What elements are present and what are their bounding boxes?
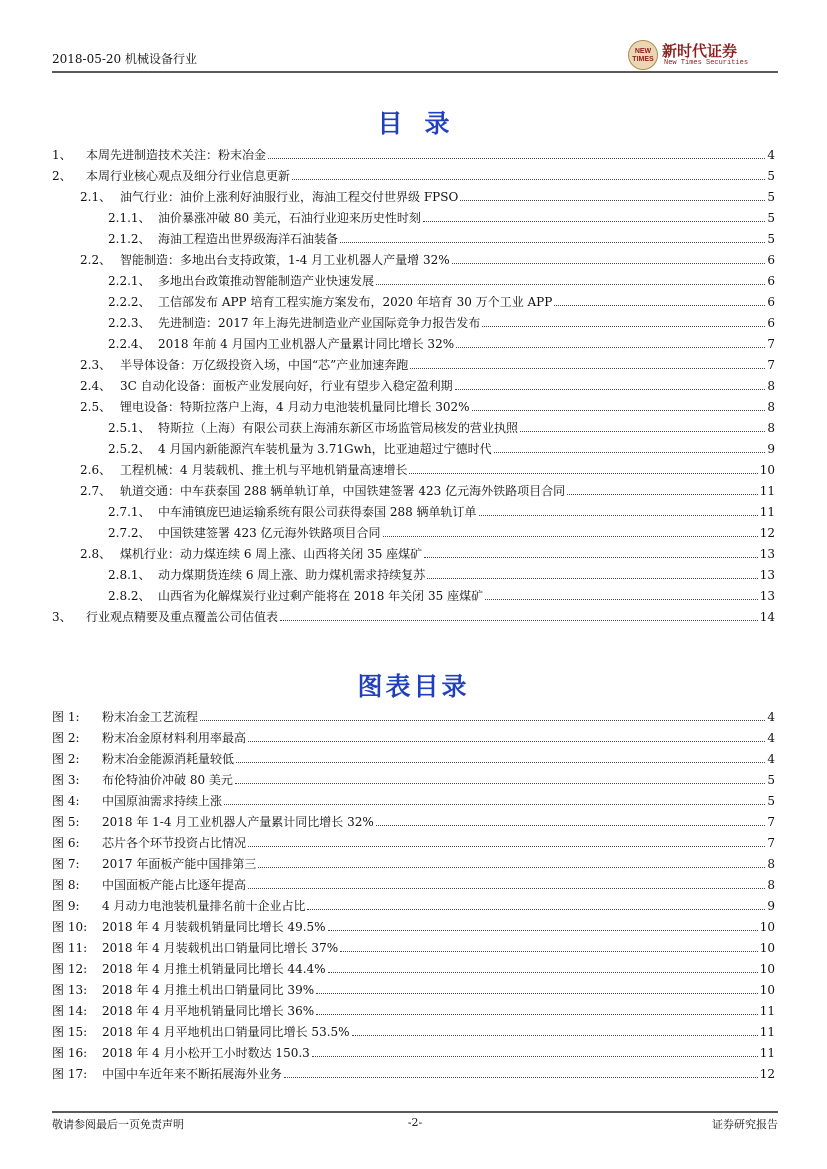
- figure-entry-title: 2018 年 4 月平地机出口销量同比增长 53.5%: [102, 1025, 350, 1039]
- toc-entry-number: 2.7、: [80, 484, 112, 498]
- dot-leader: [258, 867, 765, 868]
- page-number: -2-: [407, 1116, 423, 1129]
- dot-leader: [248, 846, 765, 847]
- toc-entry-title: 多地出台政策推动智能制造产业快速发展: [158, 274, 375, 288]
- logo-seal-icon: NEW TIMES: [628, 40, 658, 70]
- toc-entry[interactable]: [80, 373, 775, 393]
- figure-entry[interactable]: [52, 725, 775, 745]
- toc-entry-page: 12: [759, 526, 775, 540]
- toc-entry-title: 4 月国内新能源汽车装机量为 3.71Gwh，比亚迪超过宁德时代: [158, 442, 492, 456]
- figure-entry-title: 2018 年 4 月平地机销量同比增长 36%: [102, 1004, 315, 1018]
- logo-english-name: New Times Securities: [664, 59, 749, 67]
- figure-entry-number: 图 13:: [52, 983, 88, 997]
- toc-entry[interactable]: [108, 562, 775, 582]
- dot-leader: [479, 515, 758, 516]
- toc-entry[interactable]: [108, 583, 775, 603]
- figure-entry[interactable]: [52, 809, 775, 829]
- toc-entry[interactable]: [108, 205, 775, 225]
- toc-entry-number: 2.8.2、: [108, 589, 151, 603]
- toc-entry-page: 7: [767, 358, 775, 372]
- figure-entry-page: 4: [767, 731, 775, 745]
- figure-entry[interactable]: [52, 914, 775, 934]
- figure-entry[interactable]: [52, 872, 775, 892]
- figure-entry-number: 图 3:: [52, 773, 80, 787]
- dot-leader: [485, 599, 758, 600]
- toc-entry-page: 11: [759, 505, 775, 519]
- toc-entry[interactable]: [108, 268, 775, 288]
- toc-entry[interactable]: [52, 142, 775, 162]
- toc-entry-page: 5: [767, 232, 775, 246]
- disclaimer-notice: 敬请参阅最后一页免责声明: [52, 1118, 184, 1131]
- figure-entry-page: 10: [759, 983, 775, 997]
- dot-leader: [460, 200, 765, 201]
- toc-entry[interactable]: [108, 436, 775, 456]
- toc-entry-title: 轨道交通：中车获泰国 288 辆单轨订单，中国铁建签署 423 亿元海外铁路项目合同: [120, 484, 566, 498]
- dot-leader: [340, 242, 765, 243]
- toc-entry-number: 3、: [52, 610, 72, 624]
- figure-entry-page: 5: [767, 794, 775, 808]
- toc-entry-number: 2.1.2、: [108, 232, 151, 246]
- toc-entry-number: 2.1.1、: [108, 211, 151, 225]
- toc-entry-page: 6: [767, 274, 775, 288]
- figure-entry-page: 9: [767, 899, 775, 913]
- toc-entry[interactable]: [52, 604, 775, 624]
- figure-entry-title: 2018 年 4 月小松开工小时数达 150.3: [102, 1046, 310, 1060]
- toc-entry-number: 2.5、: [80, 400, 112, 414]
- figure-entry-number: 图 8:: [52, 878, 80, 892]
- figure-entry-page: 8: [767, 878, 775, 892]
- figure-entry[interactable]: [52, 767, 775, 787]
- toc-entry-title: 先进制造：2017 年上海先进制造业产业国际竞争力报告发布: [158, 316, 481, 330]
- toc-entry-number: 2.7.1、: [108, 505, 151, 519]
- toc-entry-number: 2.2.1、: [108, 274, 151, 288]
- dot-leader: [352, 1035, 758, 1036]
- toc-entry[interactable]: [52, 163, 775, 183]
- toc-entry-number: 2.5.1、: [108, 421, 151, 435]
- toc-entry-number: 2.5.2、: [108, 442, 151, 456]
- toc-entry[interactable]: [80, 247, 775, 267]
- header-divider: [52, 71, 778, 73]
- figure-entry[interactable]: [52, 746, 775, 766]
- toc-entry-number: 2.1、: [80, 190, 112, 204]
- toc-entry[interactable]: [80, 457, 775, 477]
- figure-entry-number: 图 16:: [52, 1046, 88, 1060]
- figure-list-title: 图表目录: [357, 672, 470, 701]
- dot-leader: [482, 326, 765, 327]
- figure-entry-page: 5: [767, 773, 775, 787]
- figure-entry[interactable]: [52, 788, 775, 808]
- figure-entry-number: 图 12:: [52, 962, 88, 976]
- toc-entry-page: 6: [767, 316, 775, 330]
- figure-entry-title: 2017 年面板产能中国排第三: [102, 857, 257, 871]
- figure-entry[interactable]: [52, 1019, 775, 1039]
- toc-entry-page: 4: [767, 148, 775, 162]
- toc-entry-title: 工信部发布 APP 培育工程实施方案发布，2020 年培育 30 万个工业 APP: [158, 295, 553, 309]
- dot-leader: [316, 993, 758, 994]
- toc-entry-page: 8: [767, 421, 775, 435]
- dot-leader: [328, 972, 758, 973]
- figure-entry-page: 7: [767, 836, 775, 850]
- toc-entry-page: 8: [767, 400, 775, 414]
- toc-entry-number: 2.8、: [80, 547, 112, 561]
- dot-leader: [292, 179, 765, 180]
- toc-entry-page: 13: [759, 547, 775, 561]
- toc-entry-number: 2.8.1、: [108, 568, 151, 582]
- figure-entry-title: 粉末冶金能源消耗量较低: [102, 752, 235, 766]
- dot-leader: [376, 284, 765, 285]
- toc-entry[interactable]: [80, 352, 775, 372]
- logo-chinese-name: 新时代证券: [662, 42, 738, 60]
- header-date-sector: 2018-05-20 机械设备行业: [52, 52, 198, 66]
- toc-entry-number: 2.2.3、: [108, 316, 151, 330]
- report-type: 证券研究报告: [712, 1118, 778, 1131]
- toc-entry[interactable]: [108, 415, 775, 435]
- dot-leader: [456, 347, 765, 348]
- dot-leader: [200, 720, 765, 721]
- figure-entry-title: 粉末冶金原材料利用率最高: [102, 731, 247, 745]
- toc-entry-page: 14: [759, 610, 775, 624]
- figure-entry-page: 4: [767, 710, 775, 724]
- dot-leader: [248, 741, 765, 742]
- figure-entry-number: 图 10:: [52, 920, 88, 934]
- figure-entry-number: 图 14:: [52, 1004, 88, 1018]
- figure-entry-page: 11: [759, 1046, 775, 1060]
- dot-leader: [340, 951, 758, 952]
- toc-entry-page: 9: [767, 442, 775, 456]
- figure-entry[interactable]: [52, 830, 775, 850]
- toc-entry-title: 智能制造：多地出台支持政策，1-4 月工业机器人产量增 32%: [120, 253, 450, 267]
- figure-entry-title: 中国原油需求持续上涨: [102, 794, 223, 808]
- figure-entry-number: 图 15:: [52, 1025, 88, 1039]
- toc-entry-title: 煤机行业：动力煤连续 6 周上涨、山西将关闭 35 座煤矿: [120, 547, 423, 561]
- figure-entry-number: 图 1:: [52, 710, 80, 724]
- figure-entry-page: 10: [759, 920, 775, 934]
- toc-entry-title: 油价暴涨冲破 80 美元，石油行业迎来历史性时刻: [158, 211, 421, 225]
- toc-entry-title: 中车浦镇庞巴迪运输系统有限公司获得泰国 288 辆单轨订单: [158, 505, 477, 519]
- dot-leader: [236, 762, 765, 763]
- toc-entry-title: 油气行业：油价上涨利好油服行业，海油工程交付世界级 FPSO: [120, 190, 459, 204]
- figure-entry-number: 图 9:: [52, 899, 80, 913]
- toc-entry-title: 中国铁建签署 423 亿元海外铁路项目合同: [158, 526, 381, 540]
- toc-entry-page: 13: [759, 568, 775, 582]
- toc-entry-number: 2、: [52, 169, 72, 183]
- toc-entry[interactable]: [108, 331, 775, 351]
- toc-entry-title: 半导体设备：万亿级投资入场，中国“芯”产业加速奔跑: [120, 358, 409, 372]
- figure-entry-number: 图 6:: [52, 836, 80, 850]
- figure-entry[interactable]: [52, 1061, 775, 1081]
- toc-entry-page: 7: [767, 337, 775, 351]
- toc-entry-page: 5: [767, 190, 775, 204]
- figure-entry-page: 4: [767, 752, 775, 766]
- toc-entry[interactable]: [108, 499, 775, 519]
- figure-entry-page: 11: [759, 1025, 775, 1039]
- toc-entry-number: 2.2.2、: [108, 295, 151, 309]
- dot-leader: [268, 158, 765, 159]
- dot-leader: [284, 1077, 758, 1078]
- page-footer: [52, 1116, 778, 1132]
- figure-entry-page: 12: [759, 1067, 775, 1081]
- toc-entry-number: 2.2.4、: [108, 337, 151, 351]
- figure-entry-page: 10: [759, 941, 775, 955]
- figure-entry-title: 布伦特油价冲破 80 美元: [102, 773, 233, 787]
- dot-leader: [494, 452, 766, 453]
- figure-entry-number: 图 5:: [52, 815, 80, 829]
- toc-entry-title: 本周先进制造技术关注：粉末冶金: [86, 148, 267, 162]
- figure-entry-title: 2018 年 4 月装载机销量同比增长 49.5%: [102, 920, 326, 934]
- toc-entry-title: 动力煤期货连续 6 周上涨、助力煤机需求持续复苏: [158, 568, 426, 582]
- toc-entry-number: 2.3、: [80, 358, 112, 372]
- dot-leader: [554, 305, 765, 306]
- figure-entry-page: 7: [767, 815, 775, 829]
- dot-leader: [235, 783, 765, 784]
- figure-entry-title: 2018 年 4 月装载机出口销量同比增长 37%: [102, 941, 339, 955]
- figure-entry[interactable]: [52, 1040, 775, 1060]
- toc-entry-title: 海油工程造出世界级海洋石油装备: [158, 232, 339, 246]
- dot-leader: [383, 536, 758, 537]
- toc-entry-title: 行业观点精要及重点覆盖公司估值表: [86, 610, 279, 624]
- toc-entry-page: 5: [767, 211, 775, 225]
- toc-entry-title: 本周行业核心观点及细分行业信息更新: [86, 169, 291, 183]
- figure-entry-page: 8: [767, 857, 775, 871]
- toc-entry-number: 2.6、: [80, 463, 112, 477]
- figure-entry[interactable]: [52, 977, 775, 997]
- toc-title: 目录: [377, 109, 472, 138]
- dot-leader: [316, 1014, 758, 1015]
- figure-entry-number: 图 11:: [52, 941, 88, 955]
- figure-entry-title: 2018 年 4 月推土机出口销量同比 39%: [102, 983, 315, 997]
- figure-entry-page: 11: [759, 1004, 775, 1018]
- dot-leader: [567, 494, 758, 495]
- figure-entry[interactable]: [52, 998, 775, 1018]
- toc-entry[interactable]: [80, 184, 775, 204]
- toc-entry-title: 山西省为化解煤炭行业过剩产能将在 2018 年关闭 35 座煤矿: [158, 589, 484, 603]
- dot-leader: [410, 368, 765, 369]
- figure-entry-number: 图 17:: [52, 1067, 88, 1081]
- toc-entry[interactable]: [108, 310, 775, 330]
- toc-entry[interactable]: [108, 520, 775, 540]
- toc-entry[interactable]: [108, 289, 775, 309]
- toc-entry-title: 2018 年前 4 月国内工业机器人产量累计同比增长 32%: [158, 337, 455, 351]
- figure-entry[interactable]: [52, 893, 775, 913]
- toc-entry-number: 2.7.2、: [108, 526, 151, 540]
- toc-entry-title: 锂电设备：特斯拉落户上海，4 月动力电池装机量同比增长 302%: [120, 400, 470, 414]
- dot-leader: [328, 930, 758, 931]
- toc-entry-page: 8: [767, 379, 775, 393]
- toc-entry-title: 特斯拉（上海）有限公司获上海浦东新区市场监管局核发的营业执照: [158, 421, 519, 435]
- toc-entry[interactable]: [80, 394, 775, 414]
- figure-entry-title: 2018 年 1-4 月工业机器人产量累计同比增长 32%: [102, 815, 374, 829]
- dot-leader: [248, 888, 765, 889]
- toc-entry-page: 13: [759, 589, 775, 603]
- dot-leader: [455, 389, 766, 390]
- toc-entry-page: 11: [759, 484, 775, 498]
- toc-entry[interactable]: [80, 478, 775, 498]
- figure-entry-title: 中国中车近年来不断拓展海外业务: [102, 1067, 283, 1081]
- dot-leader: [312, 1056, 758, 1057]
- dot-leader: [409, 473, 757, 474]
- page-header: [52, 40, 778, 72]
- figure-entry[interactable]: [52, 704, 775, 724]
- dot-leader: [520, 431, 765, 432]
- dot-leader: [423, 221, 765, 222]
- figure-entry-number: 图 7:: [52, 857, 80, 871]
- figure-entry-number: 图 2:: [52, 731, 80, 745]
- toc-entry[interactable]: [80, 541, 775, 561]
- figure-entry-title: 粉末冶金工艺流程: [102, 710, 199, 724]
- company-logo: [628, 40, 778, 70]
- toc-entry-number: 2.2、: [80, 253, 112, 267]
- toc-entry-title: 3C 自动化设备：面板产业发展向好，行业有望步入稳定盈利期: [120, 379, 453, 393]
- figure-entry-title: 4 月动力电池装机量排名前十企业占比: [102, 899, 306, 913]
- figure-entry-number: 图 2:: [52, 752, 80, 766]
- figure-entry[interactable]: [52, 935, 775, 955]
- figure-entry[interactable]: [52, 956, 775, 976]
- toc-entry[interactable]: [108, 226, 775, 246]
- dot-leader: [307, 909, 765, 910]
- toc-entry-title: 工程机械：4 月装载机、推土机与平地机销量高速增长: [120, 463, 408, 477]
- dot-leader: [224, 804, 765, 805]
- dot-leader: [427, 578, 757, 579]
- toc-entry-number: 1、: [52, 148, 72, 162]
- figure-entry-title: 2018 年 4 月推土机销量同比增长 44.4%: [102, 962, 326, 976]
- figure-entry-title: 中国面板产能占比逐年提高: [102, 878, 247, 892]
- figure-entry[interactable]: [52, 851, 775, 871]
- dot-leader: [376, 825, 766, 826]
- dot-leader: [280, 620, 758, 621]
- figure-entry-number: 图 4:: [52, 794, 80, 808]
- figure-entry-title: 芯片各个环节投资占比情况: [102, 836, 247, 850]
- toc-entry-page: 6: [767, 253, 775, 267]
- toc-entry-page: 10: [759, 463, 775, 477]
- toc-entry-number: 2.4、: [80, 379, 112, 393]
- figure-entry-page: 10: [759, 962, 775, 976]
- dot-leader: [424, 557, 758, 558]
- dot-leader: [472, 410, 766, 411]
- dot-leader: [452, 263, 766, 264]
- toc-entry-page: 5: [767, 169, 775, 183]
- footer-divider: [52, 1111, 778, 1113]
- toc-entry-page: 6: [767, 295, 775, 309]
